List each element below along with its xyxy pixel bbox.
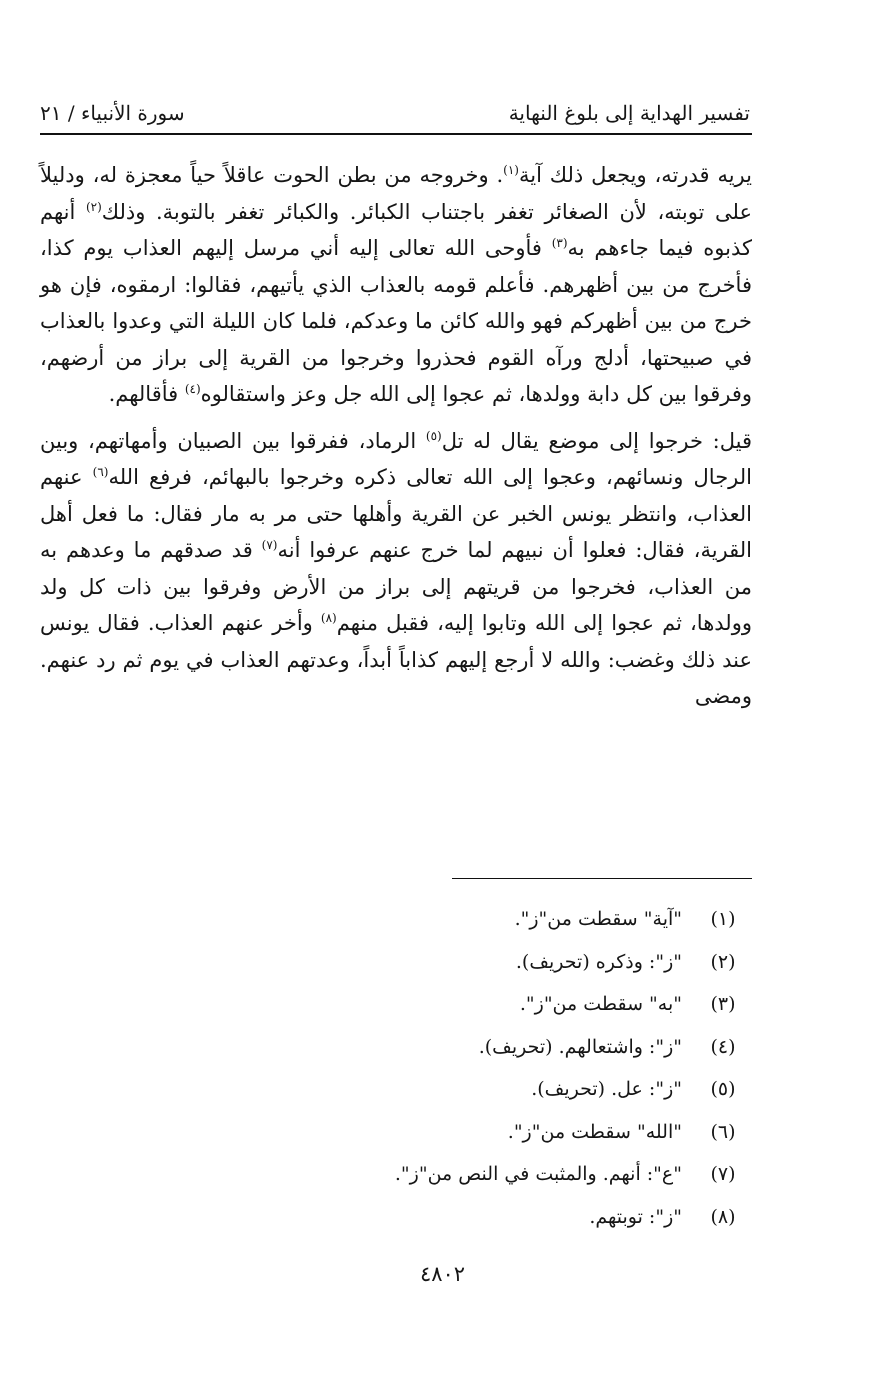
footnote-item xyxy=(40,1026,752,1069)
footnote-item xyxy=(40,898,752,941)
paragraph-1 xyxy=(40,157,752,413)
footnote-number: (٤) xyxy=(710,1035,736,1058)
footnote-item xyxy=(40,1196,752,1239)
main-text xyxy=(40,157,752,715)
footnote-text: "ع": أنهم. والمثبت في النص من"ز". xyxy=(394,1163,682,1185)
footnote-marker: (٦) xyxy=(92,465,109,479)
footnote-number: (٥) xyxy=(710,1078,736,1100)
footnote-text: "آية" سقطت من"ز". xyxy=(514,908,682,930)
text-segment: فأوحى الله تعالى إليه أني مرسل إليهم العذاب يوم كذا، فأخرج من بين أظهرهم. فأعلم قومه بالعذاب الذي يأتيهم، فقالوا: ارمقوه، فإن هو خرج من بين أظهركم فهو والله كائن ما وعدكم، فلما كان الليلة التي وعدوا بالعذاب في صبيحتها، أدلج ورآه القوم فحذروا وخرجوا من القرية إلى براز من أرضهم، وفرقوا بين كل دابة وولدها، ثم عجوا إلى الله جل وعز واستقالوه xyxy=(40,236,752,406)
footnote-number: (٣) xyxy=(710,993,736,1015)
footnote-item xyxy=(40,1111,752,1154)
text-segment: أنهم كذبوه فيما جاءهم به xyxy=(40,199,752,260)
footnote-text: "الله" سقطت من"ز". xyxy=(507,1120,682,1143)
footnote-marker: (٧) xyxy=(261,538,278,552)
text-segment: الرماد، ففرقوا بين الصبيان وأمهاتهم، وبين الرجال ونسائهم، وعجوا إلى الله تعالى ذكره وخرجوا بالبهائم، فرفع الله xyxy=(40,428,752,489)
text-segment: يريه قدرته، ويجعل ذلك آية xyxy=(518,163,752,187)
footnote-item xyxy=(40,1153,752,1196)
text-segment: عنهم العذاب، وانتظر يونس الخبر عن القرية وأهلها حتى مر به مار فقال: ما فعل أهل القرية، فقال: فعلوا أن نبيهم لما خرج عنهم عرفوا أنه xyxy=(40,465,752,562)
footnote-marker: (٤) xyxy=(184,382,201,396)
footnote-text: "ز": توبتهم. xyxy=(589,1205,682,1228)
footnote-text: "ز": وذكره (تحريف). xyxy=(515,950,682,973)
footnote-number: (٨) xyxy=(710,1205,736,1228)
footnotes xyxy=(40,898,752,1238)
footnote-text: "به" سقطت من"ز". xyxy=(519,993,682,1015)
footnote-marker: (٣) xyxy=(551,236,568,250)
footnote-marker: (١) xyxy=(503,163,519,177)
footnote-number: (٦) xyxy=(710,1120,736,1143)
surah-reference: سورة الأنبياء / ٢١ xyxy=(40,101,185,125)
text-segment: . وخروجه من بطن الحوت عاقلاً حياً معجزة له، ودليلاً على توبته، لأن الصغائر تغفر باجتناب الكبائر. والكبائر تغفر بالتوبة. وذلك xyxy=(40,163,752,224)
footnote-item xyxy=(40,941,752,984)
running-header xyxy=(40,94,750,128)
book-title: تفسير الهداية إلى بلوغ النهاية xyxy=(508,101,750,125)
footnote-text: "ز": عل. (تحريف). xyxy=(531,1078,682,1100)
paragraph-2 xyxy=(40,423,752,715)
footnote-number: (١) xyxy=(710,908,736,930)
footnote-text: "ز": واشتعالهم. (تحريف). xyxy=(478,1035,682,1058)
text-segment: وأخر عنهم العذاب. فقال يونس عند ذلك وغضب: والله لا أرجع إليهم كذاباً أبداً، وعدتهم العذاب في يوم ثم رد عنهم. ومضى xyxy=(40,611,752,708)
footnote-item xyxy=(40,1068,752,1111)
footnote-item xyxy=(40,983,752,1026)
header-divider xyxy=(40,133,752,135)
footnote-number: (٢) xyxy=(710,950,736,973)
footnote-divider xyxy=(452,878,752,879)
footnote-marker: (٥) xyxy=(425,428,442,443)
text-segment: قيل: خرجوا إلى موضع يقال له تل xyxy=(441,428,752,453)
footnote-marker: (٨) xyxy=(320,611,337,625)
footnote-marker: (٢) xyxy=(85,199,102,214)
footnote-number: (٧) xyxy=(710,1163,736,1185)
page-number: ٤٨٠٢ xyxy=(419,1262,466,1286)
text-segment: قد صدقهم ما وعدهم به من العذاب، فخرجوا من قريتهم إلى براز من الأرض وفرقوا بين ذات كل ولد وولدها، ثم عجوا إلى الله وتابوا إليه، فقبل منهم xyxy=(40,538,752,635)
text-segment: فأقالهم. xyxy=(108,382,185,406)
